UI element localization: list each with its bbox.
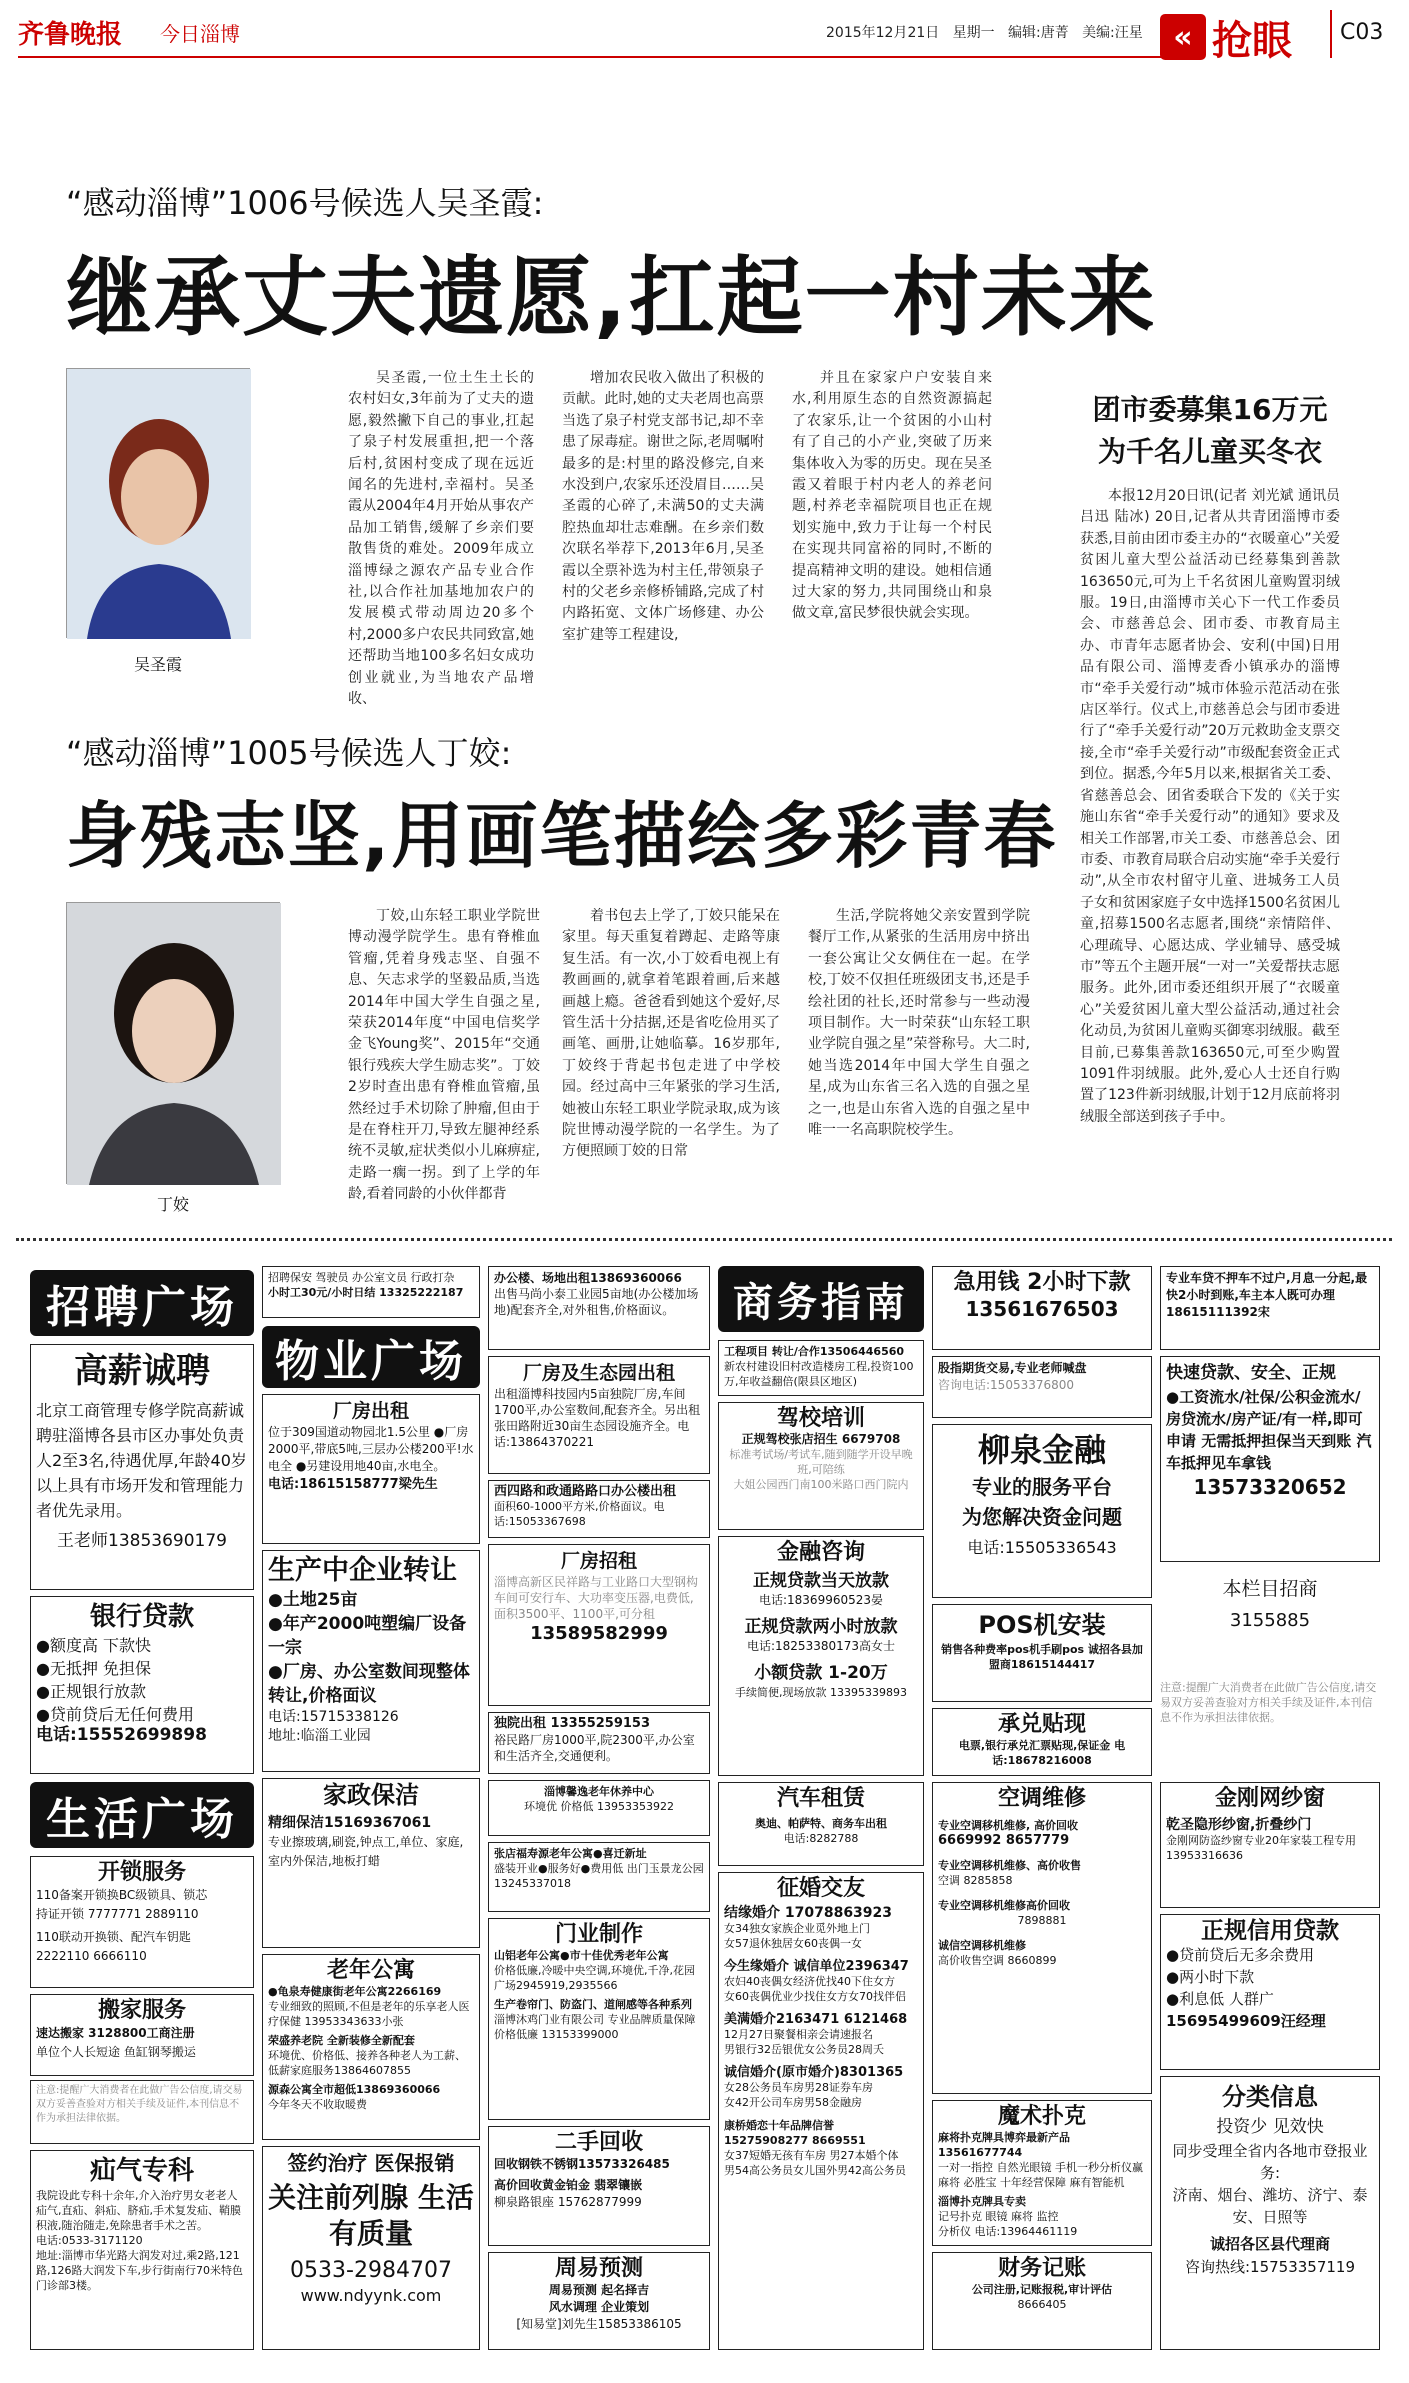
ad-title: 生产中企业转让: [268, 1555, 457, 1586]
ad-gaoxin: [30, 1344, 254, 1590]
ad-item: ●贷前贷后无任何费用: [36, 1705, 194, 1724]
section-tag-label: 抢眼: [1212, 17, 1292, 64]
ad-title: 金刚网纱窗: [1214, 1786, 1325, 1811]
ad-line: 12月27日聚餐相亲会请速报名: [724, 2028, 873, 2041]
ad-title: 承兑贴现: [997, 1712, 1086, 1737]
ad-addr: 地址:淄博市华光路大润发对过,乘2路,121路,126路大润发下车,步行街南行70米特色门诊部3楼。: [36, 2249, 243, 2292]
ad-line: 女37短婚无孩有车房 男27本婚个体: [724, 2149, 899, 2162]
ad-line: 女42开公司车房男58金融房: [724, 2096, 862, 2109]
ad-line: 正规贷款当天放款: [753, 1571, 889, 1591]
ad-acceptance: [932, 1708, 1152, 1776]
ad-line: 诚信空调移机维修: [938, 1939, 1026, 1952]
ad-line: 咨询热线:15753357119: [1184, 2258, 1356, 2276]
ad-line: 高价收售空调 8660899: [938, 1954, 1057, 1967]
ad-elderly-home: [262, 1954, 480, 2140]
ad-addr: 地址:临淄工业园: [268, 1728, 371, 1744]
ad-title: 高薪诚聘: [74, 1351, 210, 1391]
ad-phone: 电话:15715338126: [268, 1709, 399, 1725]
ad-line: 农妇40丧偶女经济优找40下住女方: [724, 1975, 895, 1988]
ad-body: 面积60-1000平方米,价格面议。电话:15053367698: [494, 1500, 665, 1528]
property-section-title: 物业广场: [262, 1326, 480, 1388]
ad-car-loan: [1160, 1266, 1380, 1350]
ad-line: 今生缘婚介 诚信单位2396347: [724, 1959, 909, 1974]
ad-item: ●贷前贷后无多余费用: [1166, 1946, 1315, 1964]
ad-item: ●两小时下款: [1166, 1968, 1255, 1986]
ad-line: 淄博扑克牌具专卖: [938, 2195, 1026, 2208]
ad-fast-loan: [1160, 1356, 1380, 1562]
ad-title: 淄博馨逸老年休养中心: [544, 1785, 654, 1798]
ad-title: 疝气专科: [89, 2156, 194, 2186]
ad-title: 搬家服务: [97, 1998, 186, 2023]
ad-accounting: [932, 2252, 1152, 2350]
ad-line: 结缘婚介 17078863923: [724, 1905, 893, 1921]
ad-body: 位于309国道动物园北1.5公里 ●厂房2000平,带底5吨,三层办公楼200平!水电全 ●另建设用地40亩,水电全。: [268, 1425, 474, 1473]
ad-title: 张店福寿源老年公寓●喜迁新址: [494, 1847, 647, 1860]
ad-line: 麻将扑克牌具博弈最新产品13561677744: [938, 2131, 1070, 2159]
ad-title: 驾校培训: [776, 1406, 865, 1431]
ad-line: 奥迪、帕萨特、商务车出租: [755, 1817, 887, 1830]
ad-title: 老年公寓: [326, 1958, 415, 1983]
ad-fushouyuan: [488, 1842, 710, 1912]
ad-body: 我院设此专科十余年,介入治疗男女老老人疝气,直疝、斜疝、脐疝,手术复发疝、鞘膜积液,随治随走,免除患者手术之苦。: [36, 2189, 241, 2232]
ad-title: 厂房出租: [332, 1400, 409, 1422]
story2-kicker: “感动淄博”1005号候选人丁姣:: [66, 734, 512, 772]
page-header: [0, 0, 1409, 90]
ad-urgent-cash: [932, 1266, 1152, 1350]
ad-line: 济南、烟台、潍坊、济宁、泰安、日照等: [1172, 2186, 1368, 2226]
notice-1: 注意:提醒广大消费者在此做广告公信度,请交易双方妥善查验对方相关手续及证件,本刊信息不作为承担法律依据。: [30, 2080, 254, 2144]
ad-title: 办公楼、场地出租13869360066: [494, 1271, 682, 1285]
edition-name: 今日淄博: [160, 22, 240, 46]
ad-line: 淄博沐鸡门业有限公司 专业品牌质量保障 价格低廉 13153399000: [494, 2013, 696, 2041]
ad-door-making: [488, 1918, 710, 2120]
ad-office-xisilu: [488, 1480, 710, 1538]
photo-wu-shengxia: [66, 368, 250, 638]
notice-2: 注意:提醒广大消费者在此做广告公信度,请交易双方妥善查验对方相关手续及证件,本刊信息不作为承担法律依据。: [1160, 1681, 1377, 1724]
ad-line: 专业空调移机维修、高价收售: [938, 1859, 1081, 1872]
ad-contact: 王老师13853690179: [57, 1531, 227, 1551]
masthead: 齐鲁晚报: [18, 20, 123, 50]
ad-hernia: [30, 2150, 254, 2350]
designer: 美编:汪星: [1082, 25, 1143, 41]
ad-title: POS机安装: [978, 1611, 1106, 1639]
story2-column-3: 生活,学院将她父亲安置到学院餐厅工作,从紧张的生活用房中挤出一套公寓让父女俩住在一起。在学校,丁姣不仅担任班级团支书,还是手绘社团的社长,还时常参与一些动漫项目制作。大一时荣获“山东轻工职业学院自强之星”荣誉称号。大二时,她当选2014年中国大学生自强之星,成为山东省三名入选的自强之星之一,也是山东省入选的自强之星中唯一一名高职院校学生。: [808, 908, 1030, 1139]
editor: 编辑:唐菁: [1007, 25, 1069, 41]
ad-line: 男银行32岳银优女公务员28周夭: [724, 2043, 884, 2056]
ad-car-rental: [718, 1782, 924, 1866]
ad-line: 电话:8282788: [783, 1832, 859, 1845]
header-rule: [18, 56, 1178, 58]
ad-matchmaking: [718, 1872, 924, 2350]
weekday: 星期一: [952, 25, 995, 41]
ad-magic-poker: [932, 2100, 1152, 2246]
ad-line: 电话:18253380173高女士: [746, 1639, 896, 1653]
ad-title: 财务记账: [997, 2256, 1086, 2281]
ad-title: 西四路和政通路路口办公楼出租: [494, 1484, 677, 1499]
ad-title: 签约治疗 医保报销: [287, 2151, 455, 2175]
ad-zhouyi: [488, 2252, 710, 2350]
ad-phone: 电话:15505336543: [967, 1538, 1117, 1557]
story1-column-1: 吴圣霞,一位土生土长的农村妇女,3年前为了丈夫的遗愿,毅然撇下自己的事业,扛起了泉子村发展重担,把一个落后村,贫困村变成了现在远近闻名的先进村,幸福村。吴圣霞从2004年4月开始从事农产品加工销售,缓解了乡亲们要散售货的难处。2009年成立淄博绿之源农产品专业合作社,以合作社加基地加农户的发展模式带动周边20多个村,2000多户农民共同致富,她还帮助当地100多名妇女成功创业就业,为当地农产品增收、: [348, 370, 534, 708]
ad-title: 银行贷款: [89, 1602, 194, 1632]
ad-item: ●正规银行放款: [36, 1682, 146, 1701]
ad-title: 周易预测: [554, 2256, 643, 2281]
ad-line: 专业空调移机维修高价回收: [938, 1899, 1070, 1912]
ad-line: 回收钢铁不锈钢13573326485: [494, 2157, 670, 2171]
ad-title: 空调维修: [997, 1786, 1086, 1811]
ad-classified: [1160, 2076, 1380, 2350]
ad-line: 空调 8285858: [938, 1874, 1013, 1887]
ad-project: [718, 1340, 924, 1396]
ad-bank-loan: [30, 1596, 254, 1774]
ad-driving-school: [718, 1402, 924, 1530]
ad-factory-rent-1: [262, 1394, 480, 1544]
ad-line: 男54高公务员女儿国外男42高公务员: [724, 2164, 906, 2177]
ad-body: 裕民路厂房1000平,院2300平,办公室和生活齐全,交通便利。: [494, 1733, 695, 1763]
ad-line: 一对一指控 自然光眼镜 手机一秒分析仪赢麻将 必胜宝 十年经营保障 麻有智能机: [938, 2161, 1143, 2189]
header-separator: [1330, 10, 1332, 58]
ad-item: ●年产2000吨塑编厂设备一宗: [268, 1614, 467, 1658]
story1-column-3: 并且在家家户户安装自来水,利用原生态的自然资源搞起了农家乐,让一个贫困的小山村有了自己的小产业,突破了历来集体收入为零的历史。现在吴圣霞又着眼于村内老人的养老问题,村养老幸福院项目也正在规划实施中,致力于让每一个村民在实现共同富裕的同时,不断的提高精神文明的建设。她相信通过大家的努力,共同围绕山和泉做文章,富民梦很快就会实现。: [792, 370, 992, 622]
ad-plant-rent: [488, 1544, 710, 1706]
ad-title: 门业制作: [554, 1922, 643, 1947]
ad-phone: 15695499609汪经理: [1166, 2012, 1326, 2030]
story1-headline: 继承丈夫遗愿,扛起一村未来: [66, 248, 1157, 348]
ad-item: ●利息低 人群广: [1166, 1990, 1274, 2008]
ad-title: 二手回收: [554, 2130, 643, 2155]
life-section-title: 生活广场: [30, 1782, 254, 1848]
ad-title: 柳泉金融: [977, 1431, 1106, 1469]
ad-line: 大姐公园西门南100米路口西门院内: [733, 1478, 909, 1491]
ad-title: 工程项目 转让/合作13506446560: [724, 1345, 905, 1358]
ad-moving: [30, 1994, 254, 2076]
ad-line: 荣盛养老院 全新装修全新配套: [268, 2034, 415, 2047]
ad-title: 金融咨询: [776, 1540, 865, 1565]
ad-line: ●龟泉寿健康街老年公寓2266169: [268, 1985, 442, 1998]
ad-title: 征婚交友: [776, 1876, 865, 1901]
ad-line: [知易堂]刘先生15853386105: [516, 2317, 682, 2331]
date: 2015年12月21日: [826, 25, 940, 41]
photo-ding-jiao: [66, 902, 280, 1184]
ad-line: 女28公务员车房男28证券车房: [724, 2081, 873, 2094]
ad-line: 小额贷款 1-20万: [754, 1663, 888, 1683]
ad-title: 独院出租 13355259153: [494, 1716, 651, 1731]
ad-title: 股指期货交易,专业老师喊盘: [938, 1361, 1087, 1375]
ad-line: 8666405: [1017, 2298, 1067, 2311]
ad-title: 分类信息: [1222, 2083, 1318, 2111]
ad-line: 生产卷帘门、防盗门、道闸感等各种系列: [494, 1998, 692, 2011]
ad-line: 女57退休独居女60丧偶一女: [724, 1937, 862, 1950]
ad-item: ●厂房、办公室数间现整体转让,价格面议: [268, 1662, 470, 1706]
ad-line: 源森公寓全市超低13869360066: [268, 2083, 441, 2096]
ad-line: 正规驾校张店招生 6679708: [741, 1432, 901, 1446]
ad-phone: 18615111392宋: [1166, 1305, 1270, 1319]
ad-line: 110联动开换锁、配汽车钥匙: [36, 1930, 191, 1944]
portrait-image: [67, 369, 251, 639]
ad-body: 北京工商管理专修学院高薪诚聘驻淄博各县市区办事处负责人2至3名,待遇优厚,年龄40岁以上具有市场开发和管理能力者优先录用。: [36, 1401, 247, 1520]
ad-line: 诚招各区县代理商: [1209, 2235, 1330, 2253]
ad-prostate: [262, 2146, 480, 2350]
ad-body: 新农村建设旧村改造楼房工程,投资100万,年收益翻倍(限县区地区): [724, 1360, 914, 1388]
ad-line: 单位个人长短途 鱼缸钢琴搬运: [36, 2045, 196, 2059]
recruit-section-title: 招聘广场: [30, 1270, 254, 1336]
ad-body: 销售各种费率pos机手刷pos 诚招各县加盟商18615144417: [941, 1643, 1143, 1671]
ad-office-rent: [488, 1266, 710, 1350]
ad-title: 专业车贷不押车不过户,月息一分起,最快2小时到账,车主本人既可办理: [1166, 1271, 1368, 1302]
story2-column-2: 着书包去上学了,丁姣只能呆在家里。每天重复着蹲起、走路等康复生活。有一次,小丁姣看电视上有教画画的,就拿着笔跟着画,后来越画越上瘾。爸爸看到她这个爱好,尽管生活十分拮据,还是省吃俭用买了画笔、画册,让她临摹。16岁那年,丁姣终于背起书包走进了中学校园。经过高中三年紧张的学习生活,她被山东轻工职业学院录取,成为该院世博动漫学院的一名学生。为了方便照顾丁姣的日常: [562, 908, 780, 1160]
ad-line: 正规贷款两小时放款: [744, 1617, 898, 1637]
ad-phone: 13561676503: [965, 1297, 1119, 1321]
ad-slogan: 关注前列腺 生活有质量: [268, 2181, 474, 2250]
ad-line: 山铝老年公寓●市十佳优秀老年公寓: [494, 1949, 669, 1962]
ad-body: 盛装开业●服务好●费用低 出门玉景龙公园13245337018: [494, 1862, 704, 1890]
story1-column-2: 增加农民收入做出了积极的贡献。此时,她的丈夫老周也高票当选了泉子村党支部书记,却不幸患了尿毒症。谢世之际,老周嘱咐最多的是:村里的路没修完,自来水没到户,农家乐还没眉目……吴圣霞的心碎了,未满50的丈夫满腔热血却壮志难酬。在乡亲们数次联名举荐下,2013年6月,吴圣霞以全票补选为村主任,带领泉子村的父老乡亲修桥铺路,完成了村内路拓宽、文体广场修建、办公室扩建等工程建设,: [562, 370, 764, 643]
ad-line: 小时工30元/小时日结 13325222187: [268, 1286, 464, 1299]
ad-security-guard: [262, 1266, 480, 1318]
ad-window-screen: [1160, 1782, 1380, 1908]
ad-line: 今年冬天不收取暖费: [268, 2098, 367, 2111]
section-tag: [1160, 6, 1320, 68]
ad-web: www.ndyynk.com: [300, 2286, 442, 2305]
ad-divider: [16, 1238, 1392, 1241]
ad-line: 投资少 见效快: [1216, 2117, 1324, 2137]
ad-title: 快速贷款、安全、正规: [1166, 1363, 1336, 1383]
ad-line: 专业细致的照顾,不但是老年的乐享老人医疗保健 13953343633小张: [268, 2000, 470, 2028]
ad-courtyard-rent: [488, 1712, 710, 1774]
ad-line: 同步受理全省内各地市登报业务:: [1172, 2142, 1368, 2182]
ad-recruit-merchants: [1160, 1572, 1380, 1662]
ad-line: 高价回收黄金铂金 翡翠镶嵌: [494, 2178, 643, 2192]
ad-sub: 为您解决资金问题: [962, 1505, 1122, 1529]
ad-body: 环境优 价格低 13953353922: [524, 1800, 674, 1813]
ad-line: 6669992 8657779: [938, 1833, 1070, 1848]
ad-body: 出租淄博科技园内5亩独院厂房,车间1700平,办公室数间,配套齐全。另出租张田路附近30亩生态园设施齐全。电话:13864370221: [494, 1387, 701, 1449]
ad-line: 女34独女家族企业觅外地上门: [724, 1922, 870, 1935]
ad-xinyi-center: [488, 1780, 710, 1836]
ad-line: 110备案开锁换BC级锁具、锁芯: [36, 1888, 208, 1902]
ad-line: 风水调理 企业策划: [548, 2300, 650, 2314]
ad-phone: 13589582999: [530, 1623, 668, 1644]
ad-housekeeping: [262, 1778, 480, 1948]
ad-line: 招聘保安 驾驶员 办公室文员 行政打杂: [268, 1271, 455, 1284]
ad-factory-rent-2: [488, 1356, 710, 1474]
ad-line: 柳泉路银座 15762877999: [494, 2195, 642, 2209]
ad-line: 诚信婚介(原市婚介)8301365: [724, 2065, 904, 2080]
story2-column-1: 丁姣,山东轻工职业学院世博动漫学院学生。患有脊椎血管瘤,凭着身残志坚、自强不息、矢志求学的坚毅品质,当选2014年中国大学生自强之星,荣获2014年度“中国电信奖学金飞Young奖”、2015年“交通银行残疾大学生励志奖”。丁姣2岁时查出患有脊椎血管瘤,虽然经过手术切除了肿瘤,但由于是在脊柱开刀,导致左腿神经系统不灵敏,症状类似小儿麻痹症,走路一瘸一拐。到了上学的年龄,看着同龄的小伙伴都背: [348, 908, 540, 1203]
ad-title: 急用钱 2小时下款: [953, 1270, 1131, 1295]
ad-sub: 专业的服务平台: [972, 1475, 1112, 1499]
story1-kicker: “感动淄博”1006号候选人吴圣霞:: [66, 184, 544, 222]
ad-phone: 13573320652: [1193, 1475, 1347, 1499]
ad-line: 美满婚介2163471 6121468: [724, 2012, 908, 2027]
ad-item: ●无抵押 免担保: [36, 1659, 152, 1678]
sidebar-headline-2: 为千名儿童买冬衣: [1097, 435, 1322, 468]
ad-line: 环境优、价格低、接养各种老人为工薪、低薪家庭服务13864607855: [268, 2049, 466, 2077]
ad-phone: 电话:15552699898: [36, 1725, 207, 1745]
ad-title: 汽车租赁: [776, 1786, 865, 1811]
ad-body: 出售马尚小泰工业园5亩地(办公楼加场地)配套齐全,对外租售,价格面议。: [494, 1287, 699, 1317]
ad-body: 电票,银行承兑汇票贴现,保证金 电话:18678216008: [958, 1739, 1126, 1767]
ad-line: 女60丧偶优业少找住女方女70找伴侣: [724, 1990, 906, 2003]
ad-line: 专业空调移机维修, 高价回收: [938, 1819, 1079, 1832]
ad-item: ●额度高 下款快: [36, 1636, 152, 1655]
ad-unlock: [30, 1856, 254, 1988]
page-number: C03: [1340, 20, 1384, 45]
ad-phone: 电话:0533-3171120: [36, 2234, 143, 2247]
ad-body: 淄博高新区民祥路与工业路口大型钢构车间可安行车、大功率变压器,电费低,面积3500平、1100平,可分租: [494, 1575, 699, 1621]
ad-line: 速达搬家 3128800工商注册: [36, 2026, 195, 2040]
ad-recycle: [488, 2126, 710, 2246]
ad-credit-loan: [1160, 1914, 1380, 2070]
ad-liuquan-finance: [932, 1424, 1152, 1598]
ad-business-transfer: [262, 1550, 480, 1772]
business-section-title: 商务指南: [718, 1266, 924, 1332]
double-chevron-icon: «: [1160, 14, 1206, 60]
ad-line: 价格低廉,冷暖中央空调,环境优,千净,花园广场2945919,2935566: [494, 1964, 695, 1992]
ad-title: 家政保洁: [323, 1781, 419, 1809]
story2-headline: 身残志坚,用画笔描绘多彩青春: [66, 794, 1058, 878]
ad-futures: [932, 1356, 1152, 1418]
ad-line: 乾圣隐形纱窗,折叠纱门: [1166, 1817, 1312, 1833]
ad-pos: [932, 1604, 1152, 1702]
ad-contact: 电话:18615158777梁先生: [268, 1477, 438, 1492]
ad-phone: 3155885: [1229, 1610, 1311, 1631]
ad-body: ●工资流水/社保/公积金流水/房贷流水/房产证/有一样,即可申请 无需抵押担保当天到账 汽车抵押见车拿钱: [1166, 1388, 1372, 1472]
photo-caption-wu: 吴圣霞: [133, 655, 182, 674]
ad-item: ●土地25亩: [268, 1590, 358, 1610]
ad-line: 分析仪 电话:13964461119: [938, 2225, 1078, 2238]
ad-line: 标准考试场/考试车,随到随学开设早晚班,可陪练: [729, 1448, 913, 1476]
ad-line: 2222110 6666110: [36, 1949, 147, 1963]
ad-title: 开锁服务: [97, 1860, 186, 1885]
ad-line: 持证开锁 7777771 2889110: [36, 1907, 199, 1921]
date-line: [826, 22, 1143, 42]
ad-title: 正规信用贷款: [1201, 1918, 1339, 1944]
ad-title: 本栏目招商: [1222, 1578, 1318, 1600]
photo-caption-ding: 丁姣: [156, 1195, 189, 1214]
ad-phone: 咨询电话:15053376800: [938, 1378, 1075, 1392]
ad-line: 7898881: [1017, 1914, 1067, 1927]
ad-line: 周易预测 起名择吉: [548, 2283, 650, 2297]
ad-title: 厂房招租: [560, 1550, 637, 1572]
ad-title: 魔术扑克: [997, 2104, 1086, 2129]
ad-line: 记号扑克 眼镜 麻将 监控: [938, 2210, 1059, 2223]
ad-line: 手续简便,现场放款 13395339893: [735, 1686, 907, 1699]
ad-phone: 0533-2984707: [290, 2258, 452, 2283]
portrait-image: [67, 903, 281, 1185]
ad-line: 电话:18369960523晏: [758, 1593, 884, 1607]
sidebar-body: 本报12月20日讯(记者 刘光斌 通讯员 吕迅 陆冰) 20日,记者从共青团淄博市委获悉,目前由团市委主办的“衣暖童心”关爱贫困儿童大型公益活动已经募集到善款163650元,可为上千名贫困儿童购置羽绒服。19日,由淄博市关心下一代工作委员会、市慈善总会、团市委、市教育局主办、市青年志愿者协会、安利(中国)日用品有限公司、淄博麦香小镇承办的淄博市“牵手关爱行动”城市体验示范活动在张店区举行。仪式上,市慈善总会与团市委进行了“牵手关爱行动”20万元救助金支票交接,全市“牵手关爱行动”市级配套资金正式到位。据悉,今年5月以来,根据省关工委、省慈善总会、团省委联合下发的《关于实施山东省“牵手关爱行动”的通知》要求及相关工作部署,市关工委、市慈善总会、团市委、市教育局联合启动实施“牵手关爱行动”,从全市农村留守儿童、进城务工人员子女和贫困家庭子女中选择1500名贫困儿童,招募1500名志愿者,围绕“亲情陪伴、心理疏导、心愿达成、学业辅导、感受城市”等五个主题开展“一对一”关爱帮扶志愿服务。此外,团市委还组织开展了“衣暖童心”关爱贫困儿童大型公益活动,通过社会化动员,为贫困儿童购买御寒羽绒服。截至目前,已募集善款163650元,可至少购置1091件羽绒服。此外,爱心人士还自行购置了123件新羽绒服,计划于12月底前将羽绒服全部送到孩子手中。: [1080, 488, 1340, 1125]
ad-title: 厂房及生态园出租: [522, 1362, 675, 1384]
ad-line: 康桥婚恋十年品牌信誉 15275908277 8669551: [724, 2119, 866, 2147]
ad-line: 专业擦玻璃,刷瓷,钟点工,单位、家庭,室内外保洁,地板打蜡: [268, 1835, 464, 1868]
ad-line: 金刚网防盗纱窗专业20年家装工程专用 13953316636: [1166, 1834, 1356, 1862]
ad-line: 精细保洁15169367061: [268, 1815, 432, 1831]
ad-finance-consult: [718, 1536, 924, 1776]
sidebar-headline-1: 团市委募集16万元: [1092, 393, 1328, 426]
ad-ac-repair: [932, 1782, 1152, 2094]
ad-line: 公司注册,记账报税,审计评估: [971, 2283, 1113, 2296]
